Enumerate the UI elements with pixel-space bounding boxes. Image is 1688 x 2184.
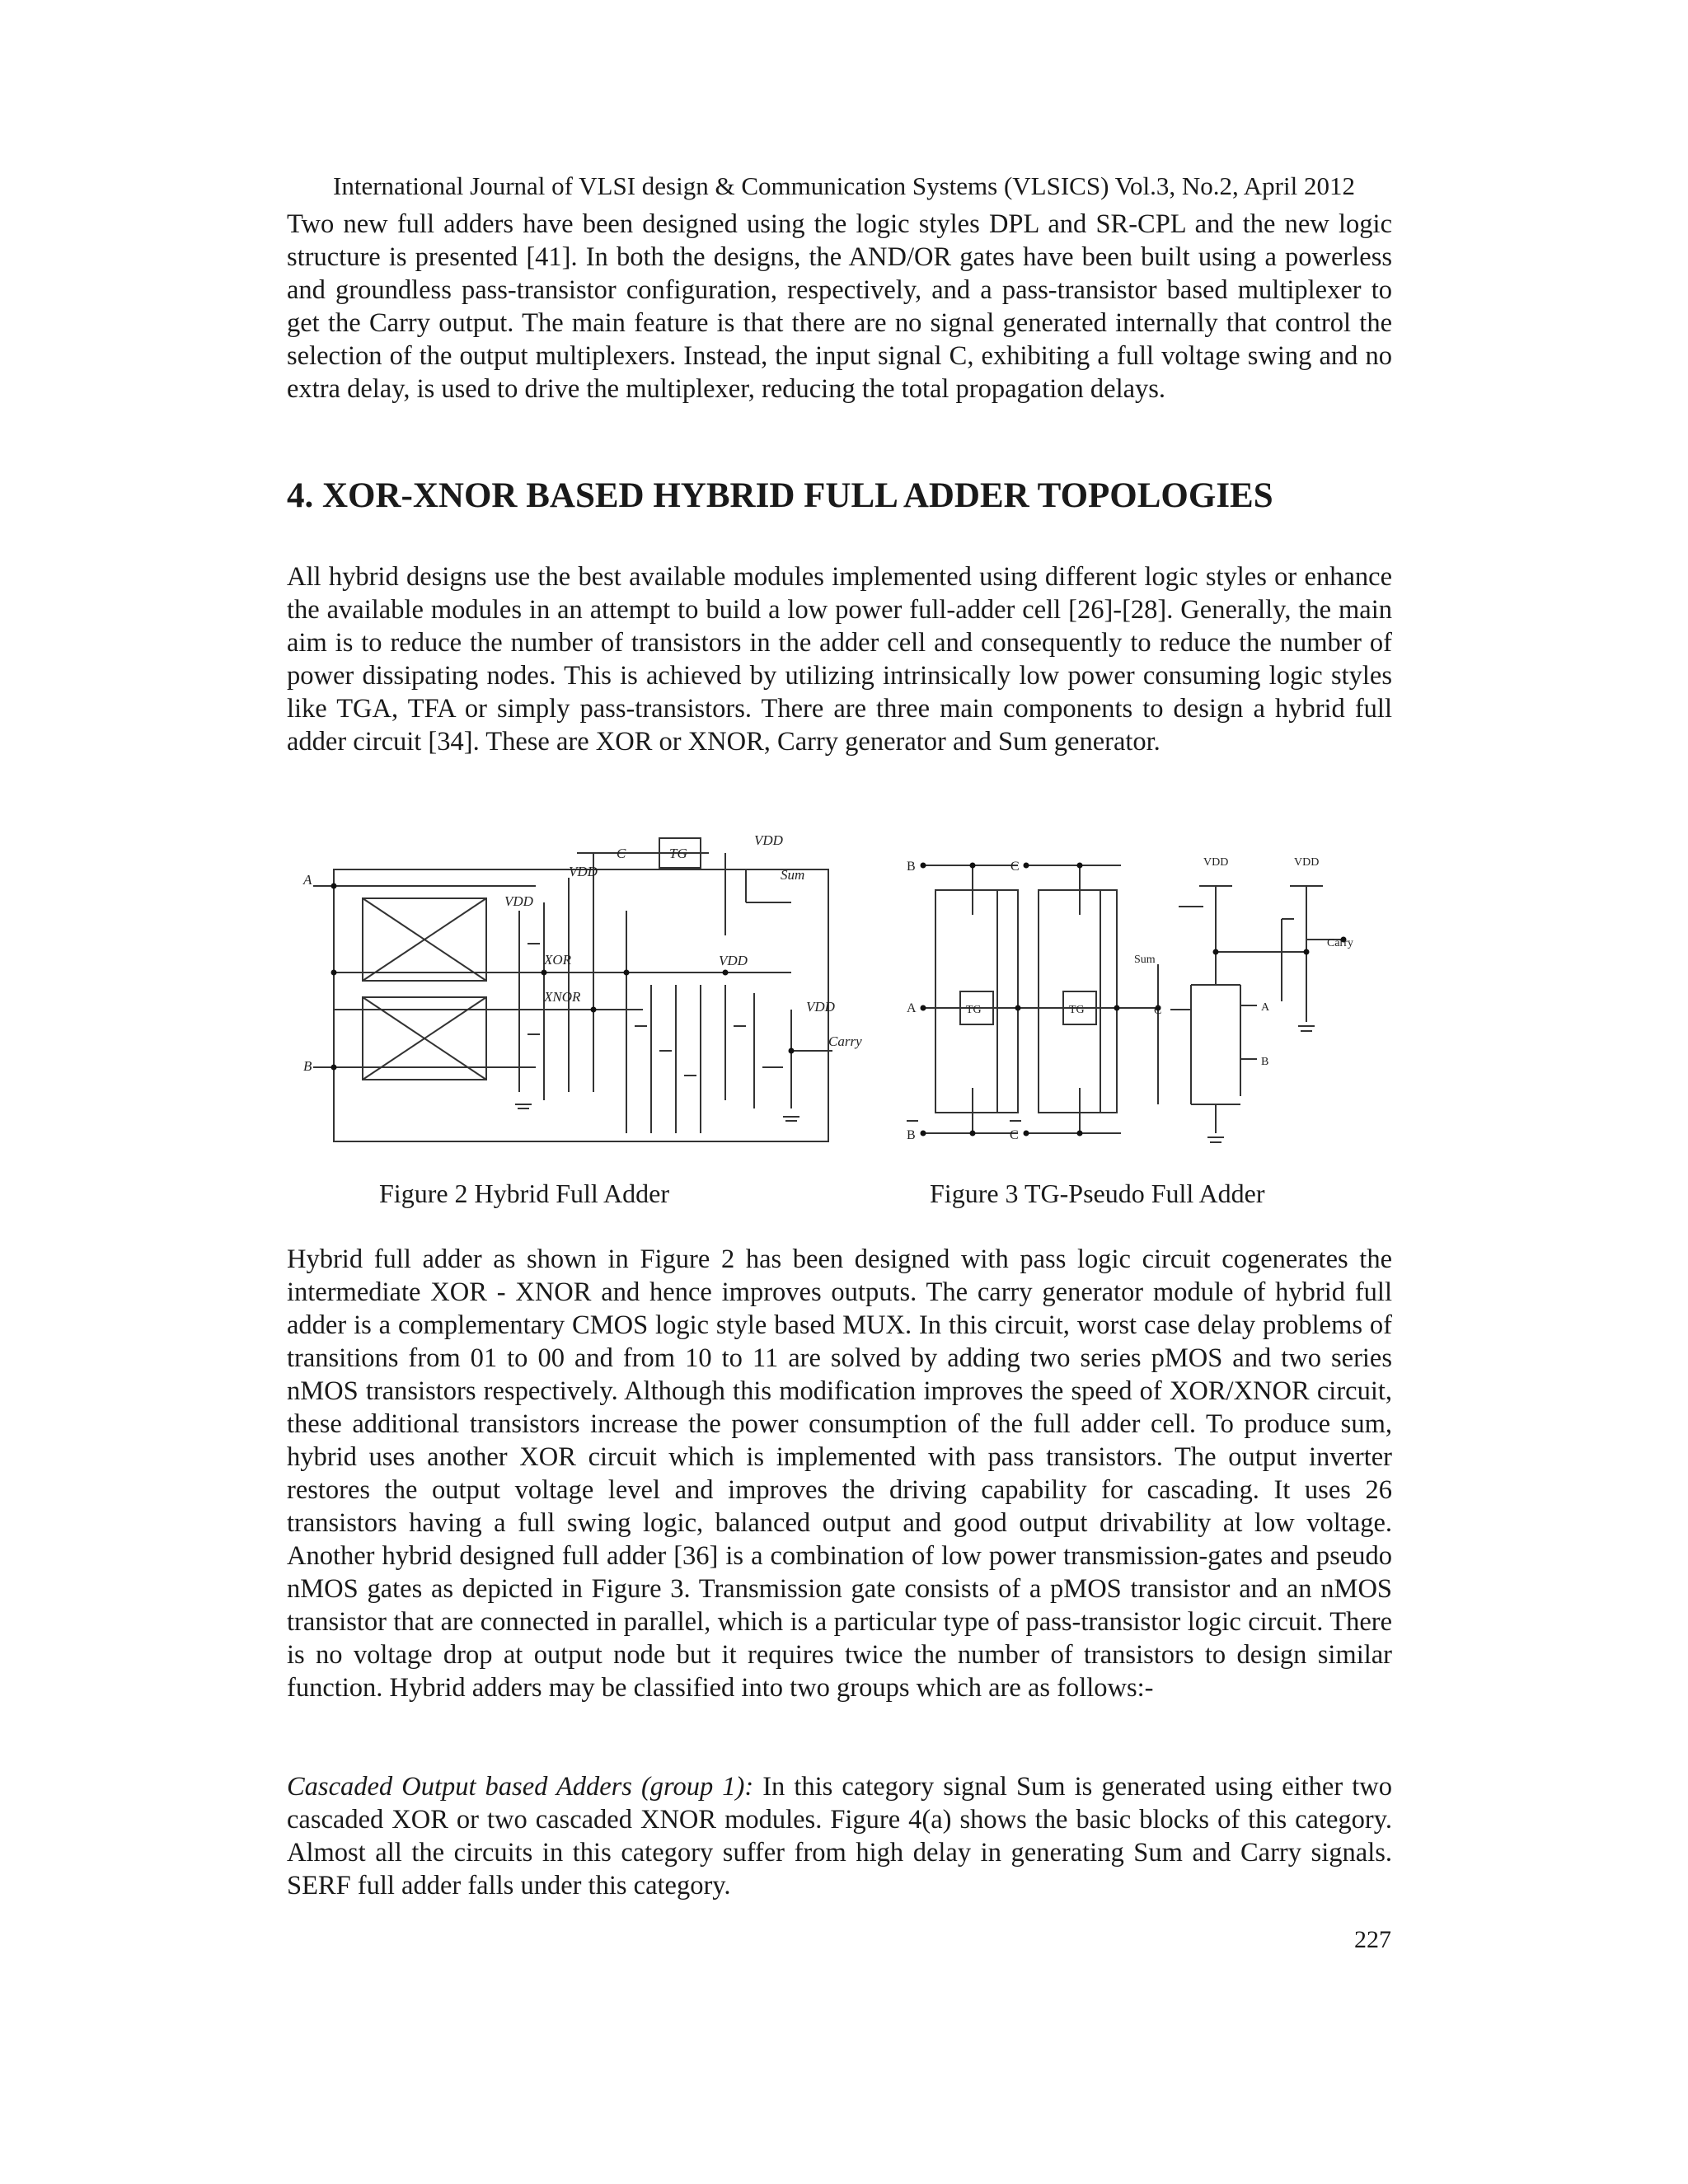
fig2-label-vdd2: VDD — [569, 864, 598, 879]
fig3-label-b2: B — [1261, 1056, 1269, 1068]
cascaded-output-lead: Cascaded Output based Adders (group 1): — [287, 1772, 754, 1802]
fig3-label-vdd2: VDD — [1294, 856, 1320, 869]
fig2-label-carry: Carry — [828, 1033, 862, 1049]
fig3-label-tg1: TG — [966, 1004, 982, 1016]
fig2-label-c: C — [617, 846, 626, 861]
fig2-label-tg: TG — [669, 846, 687, 861]
paragraph-hybrid-designs: All hybrid designs use the best available modules implemented using different logic styles or enhance the available modules in an attempt to build a low power full-adder cell [26]-[28]. Generally, the main aim is to reduce the number of transistors in the adder cell and consequently to reduce the number of power dissipating nodes. This is achieved by utilizing intrinsically low power consuming logic styles like TGA, TFA or simply pass-transistors. There are three main components to design a hybrid full adder circuit [34]. These are XOR or XNOR, Carry generator and Sum generator. — [287, 562, 1392, 757]
fig3-label-sum: Sum — [1134, 954, 1156, 966]
fig2-label-b: B — [303, 1058, 312, 1074]
fig3-label-cbar: C — [1010, 1128, 1019, 1142]
figure-2-hybrid-full-adder — [297, 820, 874, 1154]
fig2-label-vdd1: VDD — [754, 832, 783, 848]
fig2-label-vdd5: VDD — [806, 999, 835, 1015]
fig2-label-a: A — [303, 872, 312, 888]
figure-3-tg-pseudo-full-adder — [907, 841, 1368, 1170]
fig3-label-tg2: TG — [1069, 1004, 1085, 1016]
cascaded-output-body: In this category signal Sum is generated using either two cascaded XOR or two cascaded XNOR modules. Figure 4(a) shows the basic blocks of this category. Almost all the circuits in this category suffer from high delay in generating Sum and Carry signals. SERF full adder falls under this category. — [287, 1772, 1392, 1900]
figure-3-caption: Figure 3 TG-Pseudo Full Adder — [930, 1179, 1265, 1208]
fig3-label-c: C — [1010, 860, 1020, 874]
paragraph-cascaded-output — [287, 1770, 1392, 1902]
fig3-label-vdd1: VDD — [1203, 856, 1229, 869]
fig3-label-b: B — [907, 860, 916, 874]
fig3-label-a: A — [907, 1001, 917, 1015]
section-heading: 4. XOR-XNOR BASED HYBRID FULL ADDER TOPOLOGIES — [287, 476, 1273, 515]
fig2-label-sum: Sum — [781, 867, 805, 883]
fig3-label-bbar: B — [907, 1128, 916, 1142]
fig2-label-vdd4: VDD — [719, 953, 748, 968]
paragraph-hybrid-full-adder: Hybrid full adder as shown in Figure 2 has been designed with pass logic circuit cogenerates the intermediate XOR - XNOR and hence improves outputs. The carry generator module of hybrid full adder is a complementary CMOS logic style based MUX. In this circuit, worst case delay problems of transitions from 01 to 00 and from 10 to 11 are solved by adding two series pMOS and two series nMOS transistors respectively. Although this modification improves the speed of XOR/XNOR circuit, these additional transistors increase the power consumption of the full adder cell. To produce sum, hybrid uses another XOR circuit which is implemented with pass transistors. The output inverter restores the output voltage level and improves the driving capability for cascading. It uses 26 transistors having a full swing logic, balanced output and good output drivability at low voltage. Another hybrid designed full adder [36] is a combination of low power transmission-gates and pseudo nMOS gates as depicted in Figure 3. Transmission gate consists of a pMOS transistor and an nMOS transistor that are connected in parallel, which is a particular type of pass-transistor logic circuit. There is no voltage drop at output node but it requires twice the number of transistors to design similar function. Hybrid adders may be classified into two groups which are as follows:- — [287, 1244, 1392, 1703]
fig3-label-c2: C — [1154, 1005, 1162, 1017]
page-number: 227 — [1354, 1926, 1391, 1953]
fig3-label-a2: A — [1261, 1001, 1270, 1014]
paragraph-intro: Two new full adders have been designed using the logic styles DPL and SR-CPL and the new logic structure is presented [41]. In both the designs, the AND/OR gates have been built using a powerless and groundless pass-transistor configuration, respectively, and a pass-transistor based multiplexer to get the Carry output. The main feature is that there are no signal generated internally that control the selection of the output multiplexers. Instead, the input signal C, exhibiting a full voltage swing and no extra delay, is used to drive the multiplexer, reducing the total propagation delays. — [287, 209, 1392, 404]
running-head: International Journal of VLSI design & Communication Systems (VLSICS) Vol.3, No.2, April 2012 — [333, 171, 1355, 200]
fig2-label-vdd3: VDD — [504, 893, 533, 909]
fig3-label-carry: Carry — [1327, 937, 1353, 949]
fig2-label-xor: XOR — [544, 952, 572, 968]
fig2-label-xnor: XNOR — [544, 989, 581, 1005]
figure-2-caption: Figure 2 Hybrid Full Adder — [379, 1179, 669, 1208]
